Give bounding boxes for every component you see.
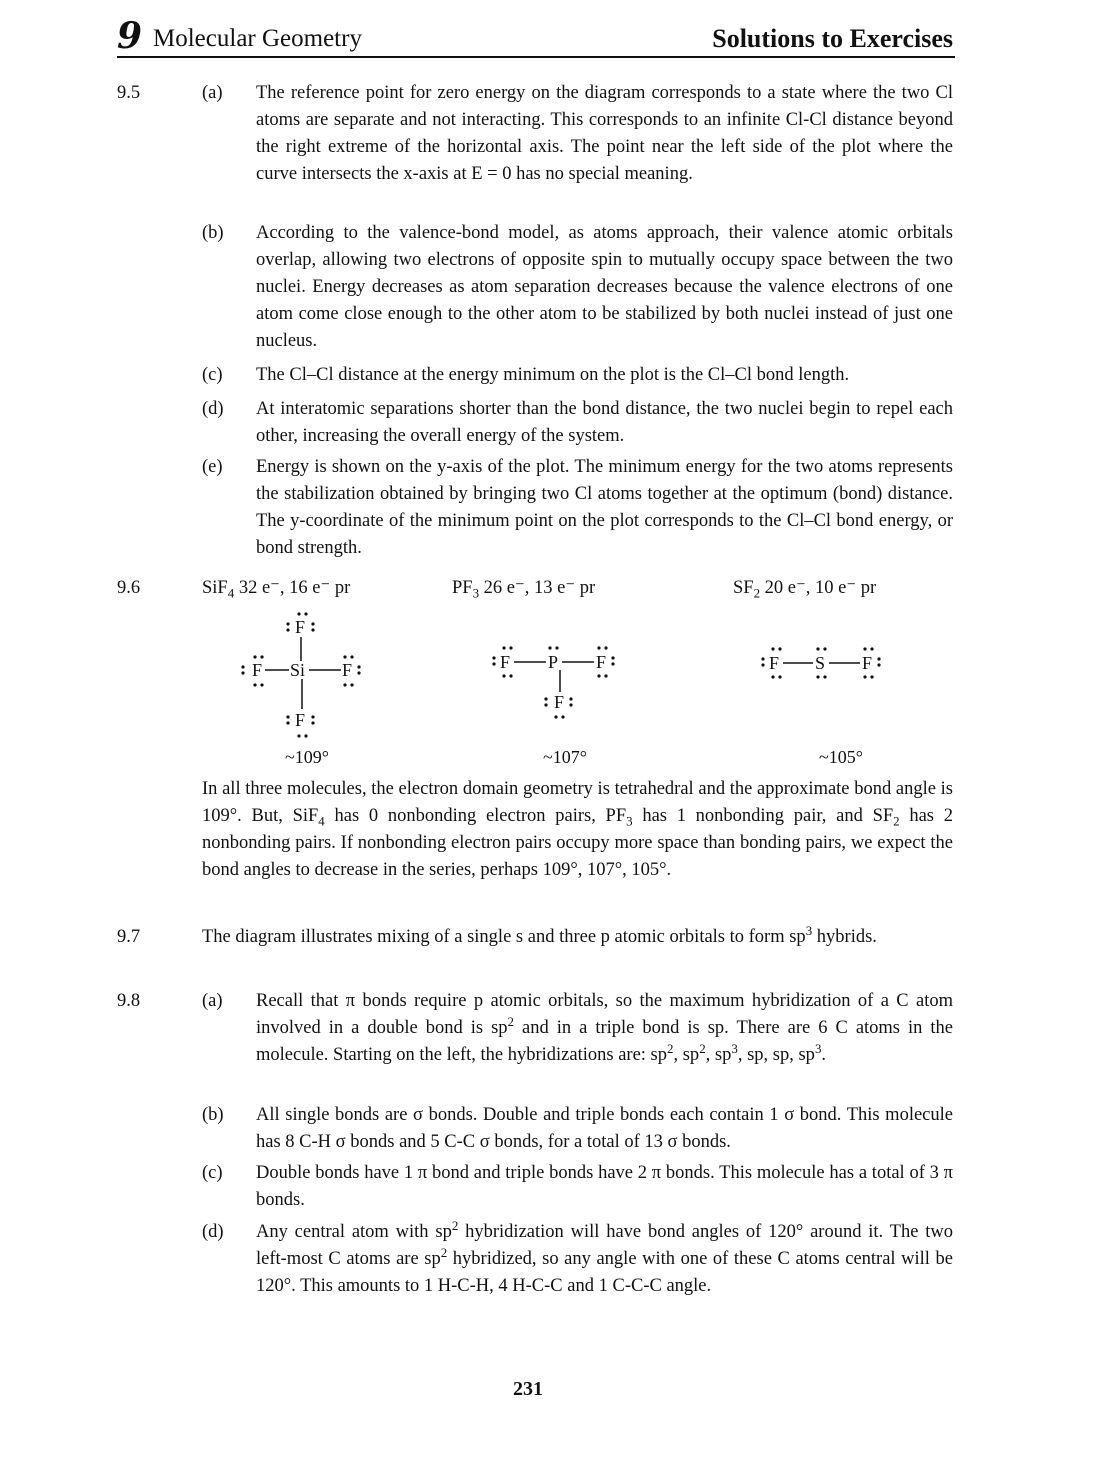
chapter-number: 9 [117, 15, 143, 57]
page-header [117, 14, 955, 58]
exercise-number: 9.5 [117, 83, 141, 103]
exercise-number: 9.6 [117, 578, 141, 598]
bond-angle-sif4: ~109° [285, 747, 329, 767]
svg-text:Si: Si [290, 660, 306, 680]
lewis-structure-sf2 [755, 640, 905, 690]
part-text: Recall that π bonds require p atomic orbitals, so the maximum hybridization of a C atom involved in a double bond is $sp^2$ and in a triple bond is sp. There are 6 C atoms in the molecule. Starting on the left, the hybridizations are: $sp^2$, $sp^2$, $sp^3$, sp, sp, $sp^3$. [256, 991, 954, 1065]
svg-text:F: F [500, 652, 511, 672]
chapter-title: Molecular Geometry [153, 25, 362, 52]
part-text: According to the valence-bond model, as atoms approach, their valence atomic orbitals overlap, allowing two electrons of opposite spin to mutually occupy space between the two nuclei. Energy decreases as atom separation decreases because the valence electrons of one atom come close enough to the other atom to be stabilized by both nuclei instead of just one nucleus. [256, 223, 953, 351]
svg-text:F: F [342, 660, 353, 680]
svg-text:P: P [548, 652, 559, 672]
part-label: (b) [202, 1105, 224, 1125]
svg-text:F: F [252, 660, 263, 680]
part-label: (a) [202, 991, 223, 1011]
part-label: (b) [202, 223, 224, 243]
svg-text:F: F [554, 692, 565, 712]
lewis-structure-sif4 [225, 605, 385, 745]
section-title: Solutions to Exercises [712, 24, 953, 53]
part-text: The reference point for zero energy on the diagram corresponds to a state where the two Cl atoms are separate and not interacting. This corresponds to an infinite Cl-Cl distance beyond the right extreme of the horizontal axis. The point near the left side of the plot where the curve intersects the x-axis at E = 0 has no special meaning. [256, 83, 953, 184]
bond-angle-pf3: ~107° [543, 747, 587, 767]
bond-angle-sf2: ~105° [819, 747, 863, 767]
svg-text:F: F [295, 617, 306, 637]
svg-text:F: F [862, 653, 873, 673]
part-label: (e) [202, 457, 223, 477]
svg-text:F: F [295, 710, 306, 730]
molecule-header-sf2: $SF_2$ 20 e⁻, 10 e⁻ pr [733, 578, 877, 601]
svg-text:F: F [596, 652, 607, 672]
part-text: At interatomic separations shorter than the bond distance, the two nuclei begin to repel each other, increasing the overall energy of the system. [256, 399, 953, 446]
molecule-header-sif4: SiF$_4$ 32 e⁻, 16 e⁻ pr [202, 578, 351, 601]
molecule-header-pf3: $PF_3$ 26 e⁻, 13 e⁻ pr [452, 578, 596, 601]
svg-text:S: S [815, 653, 826, 673]
svg-text:F: F [769, 653, 780, 673]
summary-paragraph: In all three molecules, the electron domain geometry is tetrahedral and the approximate bond angle is 109°. But, SiF$_4$ has 0 nonbonding electron pairs, $PF_3$ has 1 nonbonding pair, and $SF_2$ has 2 nonbonding pairs. If nonbonding electron pairs occupy more space than bonding pairs, we expect the bond angles to decrease in the series, perhaps 109°, 107°, 105°. [202, 779, 953, 880]
page-number: 231 [513, 1378, 543, 1400]
part-label: (d) [202, 399, 224, 419]
part-text: Any central atom with $sp^2$ hybridization will have bond angles of 120° around it. The two left-most C atoms are $sp^2$ hybridized, so any angle with one of these C atoms central will be 120°. This amounts to 1 H-C-H, 4 H-C-C and 1 C-C-C angle. [256, 1217, 954, 1296]
part-text: All single bonds are σ bonds. Double and triple bonds each contain 1 σ bond. This molecule has 8 C-H σ bonds and 5 C-C σ bonds, for a total of 13 σ bonds. [256, 1105, 953, 1152]
part-text: The Cl–Cl distance at the energy minimum on the plot is the Cl–Cl bond length. [256, 365, 850, 385]
part-text: Double bonds have 1 π bond and triple bonds have 2 π bonds. This molecule has a total of 3 π bonds. [256, 1163, 953, 1210]
part-text: Energy is shown on the y-axis of the plot. The minimum energy for the two atoms represents the stabilization obtained by bringing two Cl atoms together at the optimum (bond) distance. The y-coordinate of the minimum point on the plot corresponds to the Cl–Cl bond energy, or bond strength. [256, 457, 953, 558]
exercise-number: 9.7 [117, 927, 141, 947]
part-label: (a) [202, 83, 223, 103]
part-label: (c) [202, 1163, 223, 1183]
exercise-text: The diagram illustrates mixing of a single s and three p atomic orbitals to form $sp^3$ hybrids. [202, 922, 877, 947]
part-label: (c) [202, 365, 223, 385]
lewis-structure-pf3 [488, 630, 628, 725]
part-label: (d) [202, 1222, 224, 1242]
exercise-number: 9.8 [117, 991, 141, 1011]
